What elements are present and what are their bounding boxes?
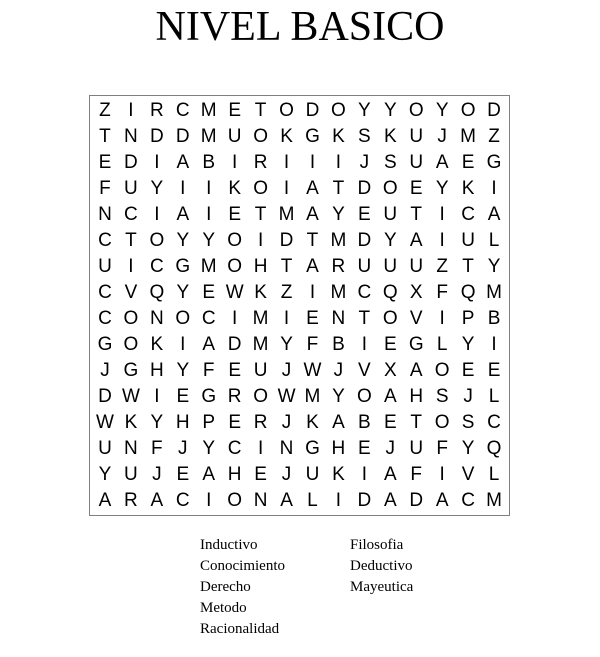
grid-cell[interactable]: C [357,282,372,303]
grid-cell[interactable]: F [151,438,163,459]
grid-cell[interactable]: A [202,334,216,355]
grid-cell[interactable]: E [487,360,501,381]
grid-cell[interactable]: O [175,308,191,329]
grid-cell[interactable]: B [358,412,371,433]
grid-cell[interactable]: V [124,282,138,303]
grid-cell[interactable]: S [358,126,371,147]
grid-row [92,98,507,124]
grid-cell[interactable]: X [409,282,423,303]
grid-cell[interactable]: T [410,204,423,225]
grid-row [92,176,507,202]
grid-row [92,228,507,254]
grid-cell[interactable]: U [357,256,372,277]
grid-cell[interactable]: K [228,178,241,199]
grid-cell[interactable]: U [409,256,424,277]
grid-cell[interactable]: O [279,100,294,121]
grid-row [92,436,507,462]
word-list-item: Derecho [200,579,251,595]
grid-cell[interactable]: U [461,230,475,251]
grid-cell[interactable]: S [461,412,475,433]
grid-cell[interactable]: I [309,282,316,303]
grid-cell[interactable]: P [461,308,475,329]
grid-row [92,150,507,176]
grid-cell[interactable]: K [124,412,138,433]
grid-row [92,202,507,228]
grid-cell[interactable]: G [486,152,502,173]
grid-cell[interactable]: I [491,178,497,199]
grid-cell[interactable]: D [175,126,190,147]
grid-cell[interactable]: I [439,230,445,251]
grid-cell[interactable]: N [331,308,346,329]
grid-cell[interactable]: I [154,386,160,407]
grid-cell[interactable]: A [332,412,345,433]
grid-cell[interactable]: A [306,256,319,277]
word-list-item: Racionalidad [200,621,280,637]
grid-cell[interactable]: Y [150,412,164,433]
grid-cell[interactable]: N [279,438,294,459]
grid-cell[interactable]: I [283,308,290,329]
grid-row [92,332,507,358]
grid-cell[interactable]: O [253,178,268,199]
grid-cell[interactable]: I [361,464,367,485]
grid-cell[interactable]: I [491,334,497,355]
grid-cell[interactable]: D [227,334,242,355]
grid-cell[interactable]: Y [332,386,345,407]
grid-cell[interactable]: E [254,464,267,485]
grid-cell[interactable]: Q [486,438,502,459]
grid-cell[interactable]: I [154,152,160,173]
grid-cell[interactable]: T [332,178,345,199]
grid-cell[interactable]: X [383,360,397,381]
grid-cell[interactable]: A [202,464,216,485]
grid-cell[interactable]: M [330,230,347,251]
grid-cell[interactable]: A [306,178,319,199]
grid-cell[interactable]: O [123,308,139,329]
grid-cell[interactable]: E [383,334,397,355]
grid-cell[interactable]: U [124,464,138,485]
grid-row [92,254,507,280]
grid-cell[interactable]: Y [383,100,397,121]
grid-cell[interactable]: T [410,412,423,433]
grid-row [92,462,507,488]
grid-cell[interactable]: M [252,334,269,355]
grid-cell[interactable]: V [461,464,475,485]
grid-cell[interactable]: J [100,360,110,381]
grid-cell[interactable]: L [488,464,500,485]
grid-cell[interactable]: I [232,308,238,329]
grid-cell[interactable]: M [304,386,321,407]
grid-cell[interactable]: J [281,360,292,381]
grid-cell[interactable]: B [202,152,216,173]
grid-cell[interactable]: Z [280,282,293,303]
grid-cell[interactable]: Z [488,126,500,147]
grid-cell[interactable]: O [434,412,450,433]
grid-cell[interactable]: J [385,438,396,459]
grid-cell[interactable]: Y [383,230,397,251]
grid-cell[interactable]: I [335,152,342,173]
grid-cell[interactable]: J [437,126,447,147]
grid-cell[interactable]: O [149,230,165,251]
grid-cell[interactable]: Y [202,438,216,459]
grid-cell[interactable]: R [124,490,138,511]
grid-cell[interactable]: O [227,256,243,277]
grid-cell[interactable]: J [281,412,292,433]
grid-cell[interactable]: D [357,178,372,199]
grid-cell[interactable]: A [409,230,423,251]
grid-cell[interactable]: D [124,152,138,173]
grid-cell[interactable]: J [463,386,473,407]
grid-cell[interactable]: W [225,282,244,303]
grid-cell[interactable]: I [128,100,134,121]
grid-cell[interactable]: T [462,256,474,277]
grid-cell[interactable]: D [149,126,164,147]
grid-cell[interactable]: C [487,412,501,433]
grid-cell[interactable]: H [409,386,424,407]
grid-cell[interactable]: G [305,126,320,147]
grid-cell[interactable]: I [206,204,212,225]
grid-cell[interactable]: Q [149,282,165,303]
grid-cell[interactable]: S [383,152,397,173]
grid-cell[interactable]: E [461,152,475,173]
grid-cell[interactable]: D [487,100,501,121]
grid-cell[interactable]: U [227,126,242,147]
grid-cell[interactable]: H [331,438,346,459]
grid-cell[interactable]: C [461,490,475,511]
grid-cell[interactable]: U [98,438,112,459]
grid-cell[interactable]: E [461,360,475,381]
grid-cell[interactable]: Y [435,178,449,199]
grid-cell[interactable]: E [409,178,423,199]
grid-cell[interactable]: O [382,178,398,199]
grid-cell[interactable]: T [254,204,267,225]
grid-cell[interactable]: Y [176,230,190,251]
grid-cell[interactable]: U [305,464,320,485]
grid-cell[interactable]: H [227,464,242,485]
grid-cell[interactable]: O [356,386,372,407]
grid-cell[interactable]: G [201,386,217,407]
grid-cell[interactable]: C [98,230,112,251]
grid-cell[interactable]: E [228,100,241,121]
grid-cell[interactable]: O [253,386,268,407]
grid-cell[interactable]: U [409,152,424,173]
grid-cell[interactable]: H [253,256,268,277]
grid-cell[interactable]: K [332,126,345,147]
grid-cell[interactable]: O [382,308,398,329]
grid-cell[interactable]: D [305,100,320,121]
grid-row [92,280,507,306]
grid-cell[interactable]: I [257,230,264,251]
grid-cell[interactable]: J [152,464,162,485]
grid-cell[interactable]: C [175,490,190,511]
grid-cell[interactable]: C [149,256,164,277]
word-list-item: Conocimiento [200,558,285,574]
word-list-item: Mayeutica [350,579,414,595]
grid-cell[interactable]: N [149,308,164,329]
grid-cell[interactable]: Y [150,178,164,199]
grid-cell[interactable]: E [176,464,190,485]
grid-cell[interactable]: I [309,152,316,173]
grid-cell[interactable]: T [358,308,371,329]
grid-cell[interactable]: N [124,438,138,459]
grid-cell[interactable]: B [332,334,345,355]
grid-cell[interactable]: M [252,308,269,329]
grid-cell[interactable]: I [180,334,186,355]
grid-cell[interactable]: J [359,152,370,173]
grid-cell[interactable]: C [98,308,112,329]
grid-cell[interactable]: K [383,126,397,147]
grid-cell[interactable]: M [200,256,217,277]
grid-cell[interactable]: K [150,334,164,355]
grid-cell[interactable]: Y [202,230,216,251]
grid-cell[interactable]: Y [487,256,501,277]
grid-cell[interactable]: R [149,100,164,121]
word-list-item: Deductivo [350,558,413,574]
grid-cell[interactable]: N [98,204,112,225]
grid-cell[interactable]: U [98,256,112,277]
grid-cell[interactable]: K [461,178,475,199]
word-list-item: Metodo [200,600,247,616]
grid-cell[interactable]: E [383,412,397,433]
grid-cell[interactable]: J [281,464,292,485]
grid-cell[interactable]: C [227,438,242,459]
grid-cell[interactable]: U [253,360,268,381]
grid-cell[interactable]: O [227,230,243,251]
grid-cell[interactable]: E [306,308,319,329]
grid-cell[interactable]: M [486,490,502,511]
word-list-column-2 [350,535,413,598]
grid-cell[interactable]: O [253,126,268,147]
grid-cell[interactable]: U [383,256,398,277]
grid-cell[interactable]: J [178,438,188,459]
grid-cell[interactable]: M [278,204,295,225]
grid-cell[interactable]: J [333,360,344,381]
grid-cell[interactable]: A [383,490,397,511]
grid-cell[interactable]: L [307,490,318,511]
grid-cell[interactable]: Y [176,282,190,303]
word-list-column-1 [200,535,285,640]
grid-cell[interactable]: I [206,178,212,199]
grid-cell[interactable]: Q [460,282,476,303]
grid-cell[interactable]: I [439,308,445,329]
grid-cell[interactable]: F [99,178,111,199]
grid-cell[interactable]: L [488,386,500,407]
grid-cell[interactable]: M [200,100,217,121]
word-list-item: Inductivo [200,537,258,553]
grid-cell[interactable]: I [232,152,238,173]
grid-cell[interactable]: E [202,282,216,303]
letter-grid [92,98,507,513]
grid-cell[interactable]: G [305,438,320,459]
grid-cell[interactable]: Y [461,438,475,459]
grid-cell[interactable]: T [125,230,137,251]
grid-cell[interactable]: A [306,204,319,225]
grid-cell[interactable]: I [180,178,186,199]
grid-cell[interactable]: U [409,126,424,147]
grid-cell[interactable]: E [176,386,190,407]
grid-cell[interactable]: E [358,438,371,459]
grid-cell[interactable]: H [149,360,164,381]
grid-cell[interactable]: I [257,438,264,459]
grid-cell[interactable]: I [154,204,160,225]
grid-cell[interactable]: D [357,490,372,511]
grid-cell[interactable]: C [124,204,138,225]
grid-cell[interactable]: R [253,412,268,433]
grid-cell[interactable]: W [277,386,296,407]
grid-cell[interactable]: B [487,308,501,329]
grid-cell[interactable]: A [487,204,501,225]
grid-cell[interactable]: W [96,412,114,433]
grid-cell[interactable]: C [201,308,216,329]
grid-cell[interactable]: P [202,412,216,433]
grid-cell[interactable]: K [332,464,345,485]
grid-cell[interactable]: L [436,334,448,355]
grid-cell[interactable]: O [408,100,424,121]
grid-cell[interactable]: W [121,386,140,407]
grid-cell[interactable]: F [436,438,448,459]
grid-cell[interactable]: O [434,360,450,381]
grid-cell[interactable]: A [150,490,164,511]
grid-cell[interactable]: I [283,178,290,199]
grid-cell[interactable]: Y [358,100,371,121]
grid-cell[interactable]: G [408,334,424,355]
grid-cell[interactable]: E [228,360,241,381]
grid-cell[interactable]: O [331,100,346,121]
grid-cell[interactable]: T [280,256,293,277]
grid-cell[interactable]: D [279,230,294,251]
grid-cell[interactable]: Y [435,100,449,121]
grid-row [92,124,507,150]
grid-cell[interactable]: D [357,230,372,251]
grid-cell[interactable]: T [99,126,111,147]
grid-cell[interactable]: F [306,334,319,355]
grid-cell[interactable]: E [228,412,241,433]
grid-cell[interactable]: W [303,360,322,381]
grid-cell[interactable]: F [202,360,215,381]
grid-cell[interactable]: N [253,490,268,511]
grid-cell[interactable]: L [488,230,500,251]
word-search-grid [89,95,510,516]
grid-cell[interactable]: I [283,152,290,173]
grid-cell[interactable]: Y [461,334,475,355]
grid-cell[interactable]: R [227,386,242,407]
grid-cell[interactable]: I [361,334,367,355]
grid-cell[interactable]: I [128,256,134,277]
word-list-item: Filosofia [350,537,404,553]
grid-cell[interactable]: U [124,178,138,199]
grid-cell[interactable]: N [124,126,138,147]
grid-cell[interactable]: Q [382,282,398,303]
grid-cell[interactable]: Y [280,334,293,355]
page-title: NIVEL BASICO [155,4,445,50]
grid-cell[interactable]: I [206,490,212,511]
grid-cell[interactable]: C [175,100,190,121]
grid-cell[interactable]: C [461,204,475,225]
grid-cell[interactable]: M [200,126,217,147]
grid-cell[interactable]: T [254,100,267,121]
grid-cell[interactable]: V [358,360,371,381]
grid-cell[interactable]: D [98,386,112,407]
grid-cell[interactable]: G [175,256,191,277]
grid-row [92,488,507,514]
grid-cell[interactable]: A [383,386,397,407]
grid-cell[interactable]: Y [98,464,112,485]
grid-cell[interactable]: O [460,100,476,121]
grid-cell[interactable]: M [460,126,476,147]
grid-row [92,306,507,332]
grid-cell[interactable]: V [409,308,423,329]
grid-cell[interactable]: M [486,282,502,303]
grid-cell[interactable]: G [97,334,113,355]
grid-cell[interactable]: G [123,360,139,381]
grid-cell[interactable]: F [436,282,448,303]
grid-cell[interactable]: I [439,204,445,225]
grid-cell[interactable]: O [227,490,243,511]
grid-cell[interactable]: A [176,204,190,225]
grid-cell[interactable]: Y [332,204,345,225]
grid-cell[interactable]: Y [176,360,190,381]
grid-cell[interactable]: Z [99,100,111,121]
grid-cell[interactable]: F [410,464,423,485]
grid-row [92,358,507,384]
grid-cell[interactable]: O [123,334,139,355]
grid-cell[interactable]: E [358,204,371,225]
grid-cell[interactable]: M [330,282,347,303]
grid-cell[interactable]: A [98,490,112,511]
grid-cell[interactable]: C [98,282,112,303]
grid-row [92,384,507,410]
grid-cell[interactable]: A [435,490,449,511]
grid-cell[interactable]: E [228,204,241,225]
grid-cell[interactable]: A [435,152,449,173]
grid-cell[interactable]: S [435,386,449,407]
grid-cell[interactable]: A [280,490,293,511]
grid-cell[interactable]: K [280,126,293,147]
grid-cell[interactable]: R [331,256,346,277]
grid-cell[interactable]: I [335,490,342,511]
grid-cell[interactable]: K [306,412,319,433]
grid-cell[interactable]: T [306,230,319,251]
grid-cell[interactable]: A [383,464,397,485]
grid-cell[interactable]: H [175,412,190,433]
grid-cell[interactable]: U [383,204,398,225]
grid-cell[interactable]: I [439,464,445,485]
grid-row [92,410,507,436]
grid-cell[interactable]: R [253,152,268,173]
word-list [200,535,520,645]
grid-cell[interactable]: Z [436,256,448,277]
grid-cell[interactable]: U [409,438,424,459]
grid-cell[interactable]: K [254,282,267,303]
grid-cell[interactable]: E [98,152,112,173]
grid-cell[interactable]: A [409,360,423,381]
grid-cell[interactable]: D [409,490,424,511]
grid-cell[interactable]: A [176,152,190,173]
